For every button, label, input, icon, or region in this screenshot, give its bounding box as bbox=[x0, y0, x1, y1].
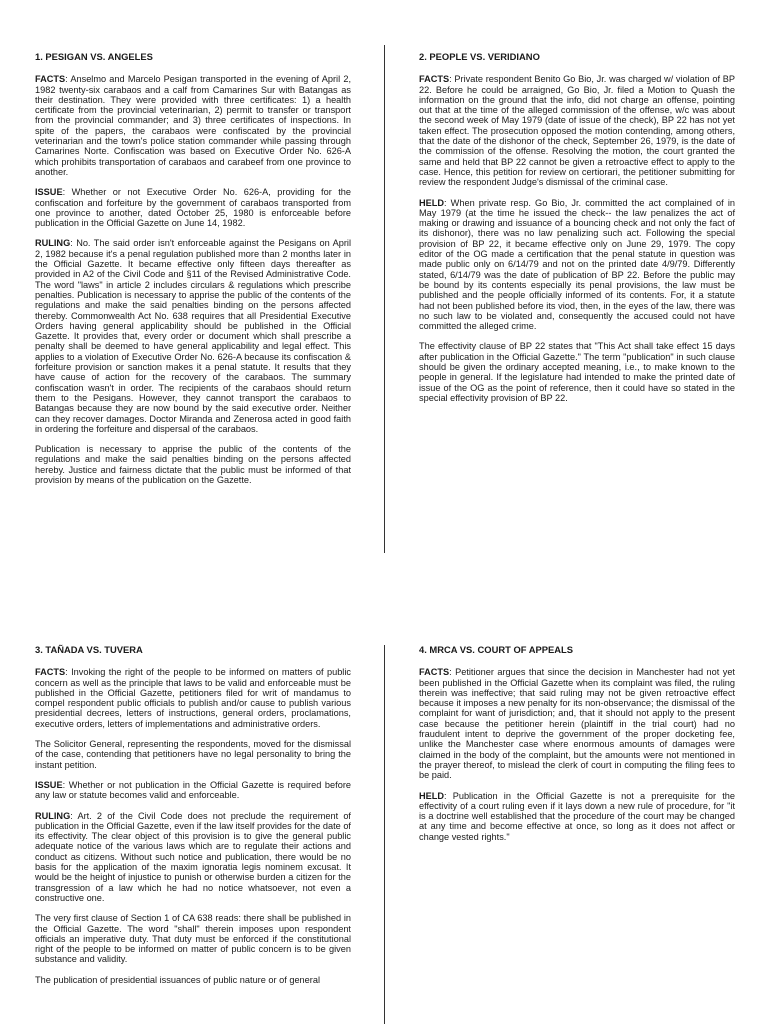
case-4-facts bbox=[419, 667, 735, 780]
case-1-title: 1. PESIGAN VS. ANGELES bbox=[35, 51, 153, 62]
case-4-title: 4. MRCA VS. COURT OF APPEALS bbox=[419, 644, 574, 655]
case-3-ruling bbox=[35, 811, 351, 904]
case-3-publication: The publication of presidential issuances of public nature or of general bbox=[35, 974, 320, 985]
case-1-column bbox=[35, 52, 351, 495]
case-4-held bbox=[419, 791, 735, 842]
case-1-facts bbox=[35, 74, 351, 177]
column-divider-top bbox=[384, 45, 385, 553]
issue-text: : Whether or not publication in the Official Gazette is required before any law or statute becomes valid and enforceable. bbox=[35, 779, 351, 801]
issue-label: ISSUE bbox=[35, 779, 63, 790]
facts-text: : Private respondent Benito Go Bio, Jr. was charged w/ violation of BP 22. Before he could be arraigned, Go Bio, Jr. filed a Motion to Quash the information on the ground that the info, did not charge an offense, pointing out that at the time of the alleged commission of the offense, w/c was about the second week of May 1979 (date of issue of the check), BP 22 has not yet taken effect. The prosecution opposed the motion contending, among others, that the date of the dishonor of the check, September 26, 1979, is the date of the commission of the offense. Resolving the motion, the court granted the same and held that BP 22 cannot be given a retroactive effect to apply to the case. Hence, this petition for review on certiorari, the petitioner submitting for review the respondent Judge's dismissal of the criminal case. bbox=[419, 74, 735, 188]
case-3-ca638: The very first clause of Section 1 of CA 638 reads: there shall be published in the Official Gazette. The word "shall" therein imposes upon respondent officials an imperative duty. That duty must be enforced if the constitutional right of the people to be informed on matter of public concern is to be given substance and validity. bbox=[35, 913, 351, 965]
case-2-facts bbox=[419, 74, 735, 187]
case-1-note: Publication is necessary to apprise the public of the contents of the regulations and make the said penalties binding on the persons affected hereby. Justice and fairness dictate that the public must be informed of that provision by means of the publication on the Gazette. bbox=[35, 444, 351, 485]
case-3-issue bbox=[35, 780, 351, 801]
facts-label: FACTS bbox=[419, 74, 450, 85]
held-label: HELD bbox=[419, 790, 445, 801]
case-2-title: 2. PEOPLE VS. VERIDIANO bbox=[419, 51, 540, 62]
facts-label: FACTS bbox=[35, 667, 66, 678]
case-4-column bbox=[419, 645, 735, 852]
facts-label: FACTS bbox=[419, 667, 450, 678]
ruling-label: RULING bbox=[35, 810, 71, 821]
case-2-column bbox=[419, 52, 735, 413]
case-3-facts bbox=[35, 667, 351, 729]
case-3-column bbox=[35, 645, 351, 995]
ruling-label: RULING bbox=[35, 238, 71, 249]
held-label: HELD bbox=[419, 197, 445, 208]
held-text: : When private resp. Go Bio, Jr. committed the act complained of in May 1979 (at the time he issued the check-- the law penalizes the act of making or drawing and issuance of a bouncing check and not only the fact of its dishonor), there was no law penalizing such act. Following the special provision of BP 22, it became effective only on June 29, 1979. The copy editor of the OG made a certification that the penal statute in question was made public only on 6/14/79 and not on the printed date 4/9/79. Differently stated, 6/14/79 was the date of publication of BP 22. Before the public may be bound by its contents especially its penal provisions, the law must be published and the people officially informed of its contents. For, it a statute had not been published before its viod, then, in the eyes of the law, there was no such law to be violated and, consequently the accused could not have committed the alleged crime. bbox=[419, 197, 735, 332]
ruling-text: : No. The said order isn't enforceable against the Pesigans on April 2, 1982 because it's a penal regulation published more than 2 months later in the Official Gazette. It became effective only fifteen days thereafter as provided in A2 of the Civil Code and §11 of the Revised Administrative Code. The word "laws" in article 2 includes circulars & regulations which prescribe penalties. Publication is necessary to apprise the public of the contents of the regulations and make the said penalties binding on the persons affected thereby. Commonwealth Act No. 638 requires that all Presidential Executive Orders having general applicability should be published in the Official Gazette. It provides that, every order or document which shall prescribe a penalty shall be deemed to have general applicability and legal effect. This applies to a violation of Executive Order No. 626-A because its confiscation & forfeiture provision or sanction makes it a penal statute. It results that they have cause of action for the recovery of the carabaos. The summary confiscation wasn't in order. The recipients of the carabaos should return them to the Pesigans. However, they cannot transport the carabaos to Batangas because they are now bound by the said executive order. Neither can they recover damages. Doctor Miranda and Zenerosa acted in good faith in ordering the forfeiture and dispersal of the carabaos. bbox=[35, 238, 351, 434]
case-2-held bbox=[419, 198, 735, 332]
facts-text: : Anselmo and Marcelo Pesigan transported in the evening of April 2, 1982 twenty-six carabaos and a calf from Camarines Sur with Batangas as their destination. They were provided with three certificates: 1) a health certificate from the provincial veterinarian, 2) permit to transfer or transport from the provincial commander; and 3) three certificates of inspections. In spite of the papers, the carabaos were confiscated by the provincial veterinarian and the town's police station commander while passing through Camarines Norte. Confiscation was based on Executive Order No. 626-A which prohibits transportation of carabaos and carabeef from one province to another. bbox=[35, 74, 351, 177]
facts-text: : Petitioner argues that since the decision in Manchester had not yet been published in the Official Gazette when its complaint was filed, the ruling therein was ineffective; that said ruling may not be given retroactive effect because it imposes a new penalty for its non-observance; the dismissal of the complaint for want of jurisdiction; and, that it should not apply to the present case because the petitioner herein (plaintiff in the trial court) had no fraudulent intent to deprive the government of the proper docketing fee, unlike the Manchester case where enormous amounts of damages were claimed in the body of the complaint, but the amounts were not mentioned in the prayer thereof, to mislead the clerk of court in computing the filing fees to be paid. bbox=[419, 667, 735, 781]
facts-text: : Invoking the right of the people to be informed on matters of public concern as well as the principle that laws to be valid and enforceable must be published in the Official Gazette, petitioners filed for writ of mandamus to compel respondent public officials to publish and/or cause to publish various presidential decrees, letters of instructions, general orders, proclamations, executive orders, letters of implementations and administrative orders. bbox=[35, 667, 351, 729]
bottom-page-section bbox=[0, 635, 768, 1024]
issue-label: ISSUE bbox=[35, 187, 63, 198]
held-text: : Publication in the Official Gazette is not a prerequisite for the effectivity of a court ruling even if it lays down a new rule of procedure, for "it is a doctrine well established that the procedure of the court may be changed at any time and become effective at once, so long as it does not affect or change vested rights." bbox=[419, 790, 735, 842]
issue-text: : Whether or not Executive Order No. 626-A, providing for the confiscation and forfeiture by the government of carabaos transported from one province to another, dated October 25, 1980 is enforceable before publication in the Official Gazette on June 14, 1982. bbox=[35, 187, 351, 229]
case-3-title: 3. TAÑADA VS. TUVERA bbox=[35, 644, 143, 655]
column-divider-bottom bbox=[384, 645, 385, 1024]
case-1-ruling bbox=[35, 238, 351, 434]
facts-label: FACTS bbox=[35, 74, 66, 85]
case-1-issue bbox=[35, 187, 351, 228]
ruling-text: : Art. 2 of the Civil Code does not preclude the requirement of publication in the Official Gazette, even if the law itself provides for the date of its effectivity. The clear object of this provision is to give the general public adequate notice of the various laws which are to regulate their actions and conduct as citizens. Without such notice and publication, there would be no basis for the application of the maxim ignoratia legis nominem excusat. It would be the height of injustice to punish or otherwise burden a citizen for the transgression of a law which he had no notice whatsoever, not even a constructive one. bbox=[35, 810, 351, 903]
case-3-solgen: The Solicitor General, representing the respondents, moved for the dismissal of the case, contending that petitioners have no legal personality to bring the instant petition. bbox=[35, 739, 351, 770]
case-2-note: The effectivity clause of BP 22 states that "This Act shall take effect 15 days after publication in the Official Gazette." The term "publication" in such clause should be given the ordinary accepted meaning, i.e., to make known to the people in general. If the legisIature had intended to make the printed date of issue of the OG as the point of reference, then it could have so stated in the special effectivity provision of BP 22. bbox=[419, 341, 735, 403]
